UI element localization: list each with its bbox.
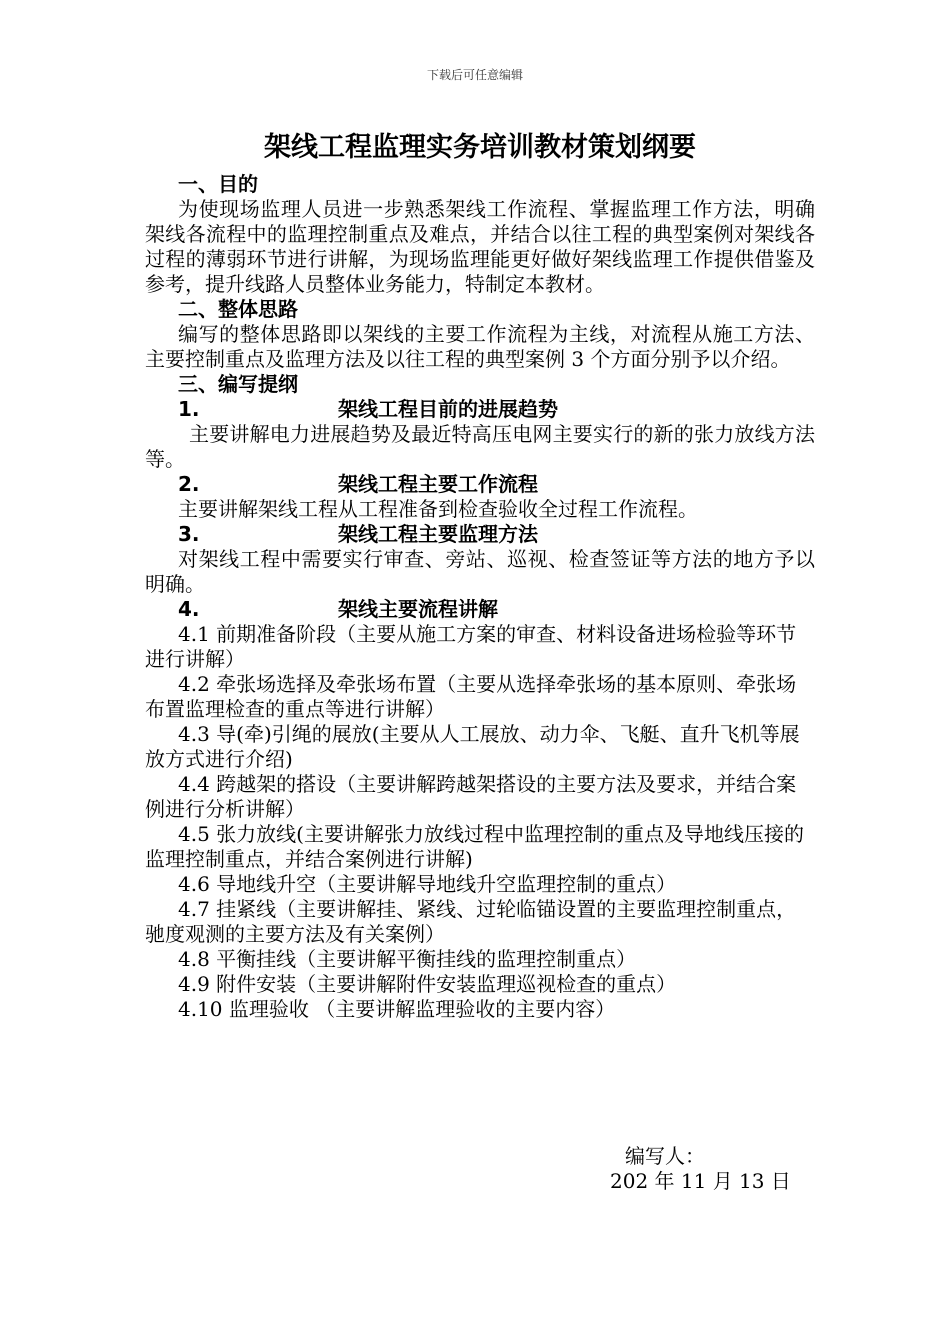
section-text-purpose: 为使现场监理人员进一步熟悉架线工作流程、掌握监理工作方法，明确架线各流程中的监理控制重点及难点，并结合以往工程的典型案例对架线各过程的薄弱环节进行讲解，为现场监理能更好做好架线监理工作提供借鉴及参考，提升线路人员整体业务能力，特制定本教材。 [145, 197, 815, 296]
outline-subitem: 4.3 导(牵)引绳的展放(主要从人工展放、动力伞、飞艇、直升飞机等展放方式进行介绍) [145, 722, 800, 771]
author-label: 编写人： [625, 1144, 705, 1168]
section-heading-approach: 二、整体思路 [178, 297, 298, 321]
outline-subitem: 4.1 前期准备阶段（主要从施工方案的审查、材料设备进场检验等环节进行讲解） [145, 622, 797, 671]
document-body [145, 128, 815, 1022]
outline-item-number: 2. [178, 472, 200, 496]
document-title: 架线工程监理实务培训教材策划纲要 [264, 132, 696, 163]
outline-subitem: 4.2 牵张场选择及牵张场布置（主要从选择牵张场的基本原则、牵张场布置监理检查的重点等进行讲解） [145, 672, 797, 721]
outline-item-title: 架线工程主要工作流程 [338, 472, 538, 496]
outline-item-heading [145, 597, 815, 622]
outline-subitem: 4.10 监理验收 （主要讲解监理验收的主要内容） [178, 997, 616, 1021]
outline-item-number: 1. [178, 397, 200, 421]
section-text-approach: 编写的整体思路即以架线的主要工作流程为主线，对流程从施工方法、主要控制重点及监理方法及以往工程的典型案例 3 个方面分别予以介绍。 [145, 322, 815, 371]
outline-item-heading [145, 472, 815, 497]
outline-subitem: 4.7 挂紧线（主要讲解挂、紧线、过轮临锚设置的主要监理控制重点，驰度观测的主要方法及有关案例） [145, 897, 797, 946]
outline-item-heading [145, 397, 815, 422]
outline-item-title: 架线工程目前的进展趋势 [338, 397, 558, 421]
outline-item-text: 主要讲解架线工程从工程准备到检查验收全过程工作流程。 [178, 497, 698, 521]
outline-item-number: 3. [178, 522, 200, 546]
outline-subitem: 4.4 跨越架的搭设（主要讲解跨越架搭设的主要方法及要求，并结合案例进行分析讲解） [145, 772, 797, 821]
outline-item-text: 对架线工程中需要实行审查、旁站、巡视、检查签证等方法的地方予以明确。 [145, 547, 815, 596]
section-heading-purpose: 一、目的 [178, 172, 258, 196]
section-heading-outline: 三、编写提纲 [178, 372, 298, 396]
outline-item-title: 架线工程主要监理方法 [338, 522, 538, 546]
outline-item-title: 架线主要流程讲解 [338, 597, 498, 621]
outline-subitem: 4.8 平衡挂线（主要讲解平衡挂线的监理控制重点） [178, 947, 637, 971]
header-note: 下载后可任意编辑 [426, 68, 523, 82]
outline-item-number: 4. [178, 597, 200, 621]
outline-subitem: 4.5 张力放线(主要讲解张力放线过程中监理控制的重点及导地线压接的监理控制重点，并结合案例进行讲解) [145, 822, 804, 871]
outline-item-heading [145, 522, 815, 547]
outline-subitem: 4.9 附件安装（主要讲解附件安装监理巡视检查的重点） [178, 972, 677, 996]
outline-subitem: 4.6 导地线升空（主要讲解导地线升空监理控制的重点） [178, 872, 677, 896]
signature-block [610, 1144, 791, 1194]
outline-item-text: 主要讲解电力进展趋势及最近特高压电网主要实行的新的张力放线方法等。 [145, 422, 815, 471]
signature-date: 202 年 11 月 13 日 [610, 1169, 791, 1193]
